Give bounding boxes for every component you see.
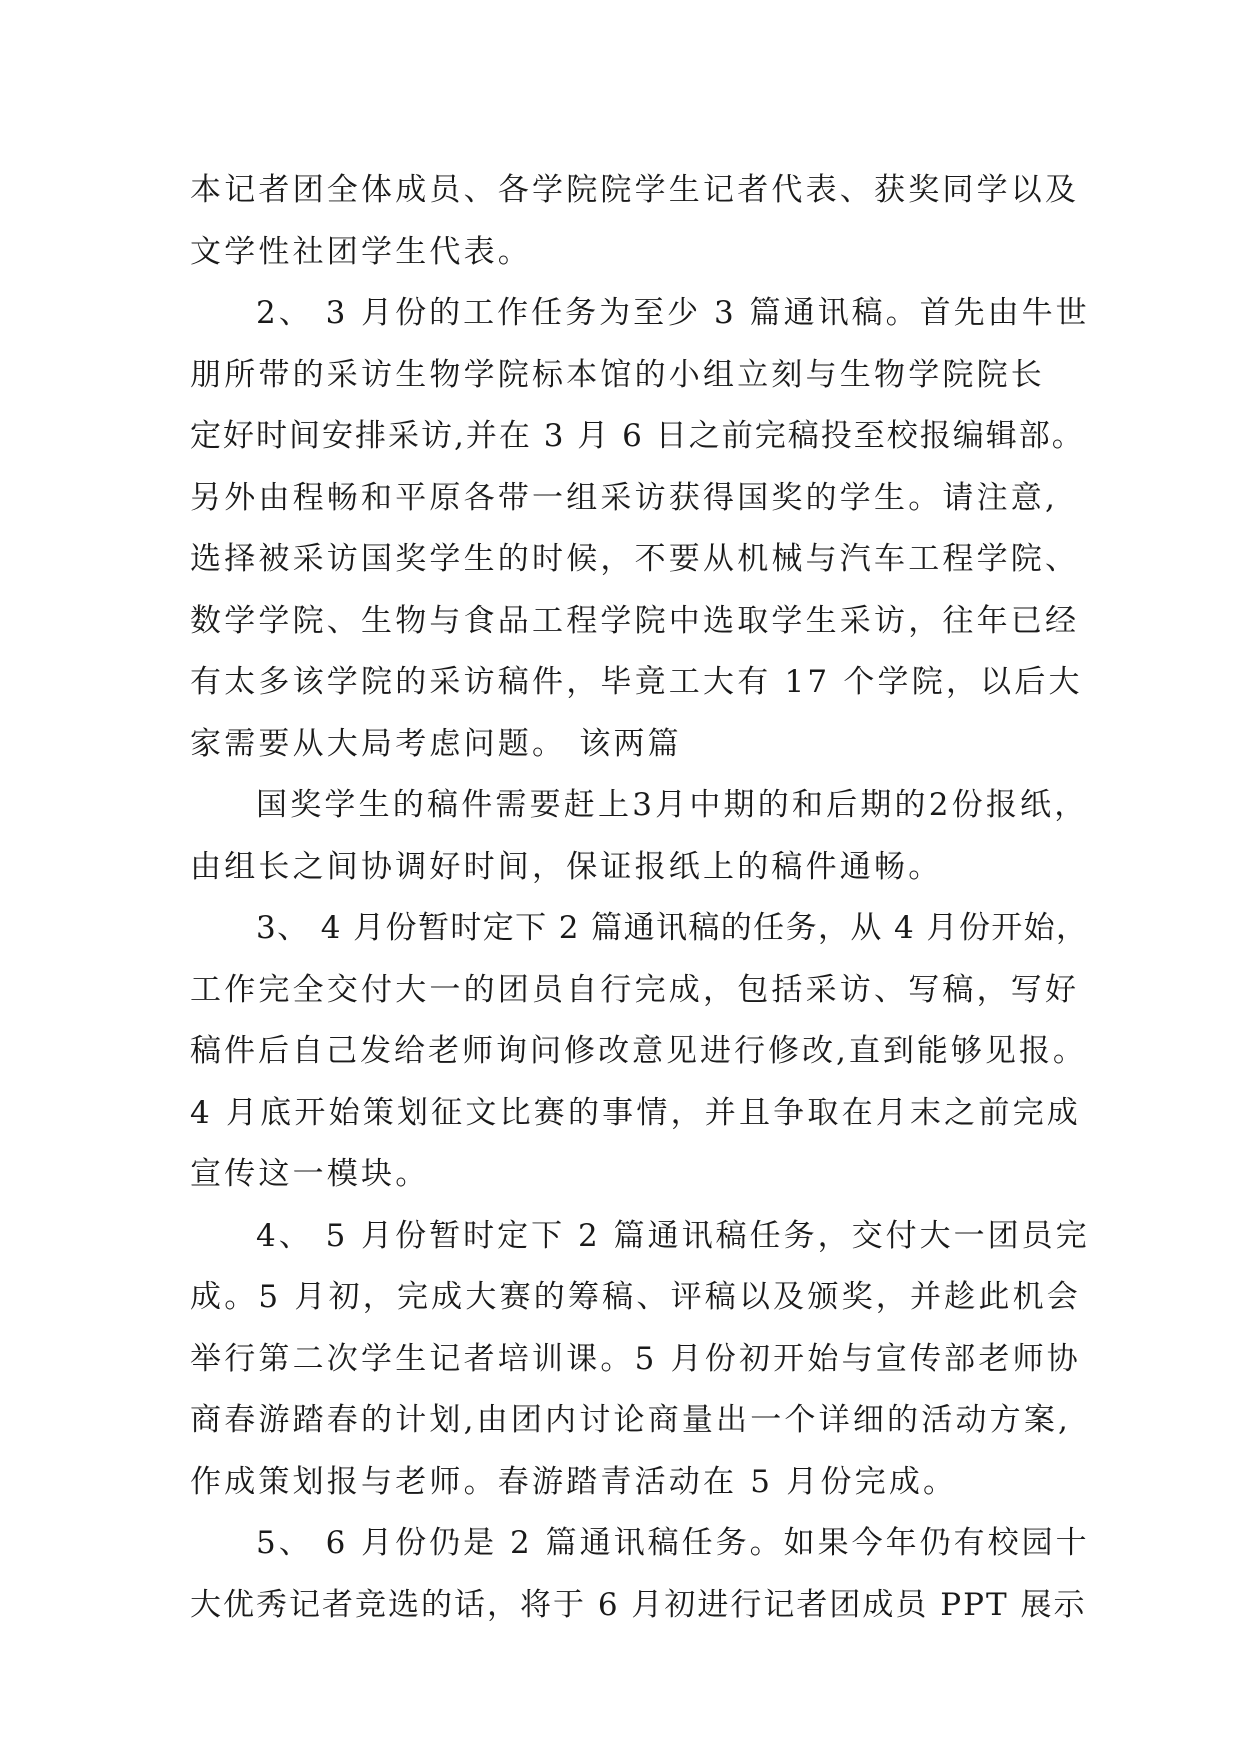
document-body bbox=[190, 160, 1090, 1636]
text-line: 举行第二次学生记者培训课。5 月份初开始与宣传部老师协 bbox=[190, 1340, 1081, 1377]
text-line: 4 月底开始策划征文比赛的事情，并且争取在月末之前完成 bbox=[190, 1094, 1081, 1131]
text-line: 定好时间安排采访,并在 3 月 6 日之前完稿投至校报编辑部。 bbox=[190, 418, 1085, 454]
text-line: 朋所带的采访生物学院标本馆的小组立刻与生物学院院长 bbox=[190, 356, 1045, 393]
text-line: 由组长之间协调好时间，保证报纸上的稿件通畅。 bbox=[190, 848, 943, 885]
text-line: 3、 4 月份暂时定下 2 篇通讯稿的任务，从 4 月份开始， bbox=[256, 910, 1089, 946]
text-line: 稿件后自己发给老师询问修改意见进行修改,直到能够见报。 bbox=[190, 1033, 1087, 1069]
text-line: 4、 5 月份暂时定下 2 篇通讯稿任务，交付大一团员完 bbox=[256, 1217, 1090, 1254]
text-line: 5、 6 月份仍是 2 篇通讯稿任务。如果今年仍有校园十 bbox=[256, 1525, 1090, 1561]
text-line: 本记者团全体成员、各学院院学生记者代表、获奖同学以及 bbox=[190, 172, 1080, 208]
text-line: 国奖学生的稿件需要赶上3月中期的和后期的2份报纸， bbox=[256, 787, 1089, 823]
text-line: 文学性社团学生代表。 bbox=[190, 233, 532, 270]
text-line: 家需要从大局考虑问题。 该两篇 bbox=[190, 725, 682, 762]
text-line: 工作完全交付大一的团员自行完成，包括采访、写稿，写好 bbox=[190, 971, 1080, 1008]
text-line: 数学学院、生物与食品工程学院中选取学生采访，往年已经 bbox=[190, 602, 1080, 639]
text-line: 商春游踏春的计划,由团内讨论商量出一个详细的活动方案, bbox=[190, 1402, 1072, 1438]
text-line: 作成策划报与老师。春游踏青活动在 5 月份完成。 bbox=[190, 1463, 958, 1500]
text-line: 2、 3 月份的工作任务为至少 3 篇通讯稿。首先由牛世 bbox=[256, 295, 1090, 331]
text-line: 大优秀记者竞选的话，将于 6 月初进行记者团成员 PPT 展示 bbox=[190, 1586, 1087, 1623]
text-line: 另外由程畅和平原各带一组采访获得国奖的学生。请注意, bbox=[190, 479, 1059, 516]
text-line: 成。5 月初，完成大赛的筹稿、评稿以及颁奖，并趁此机会 bbox=[190, 1279, 1081, 1315]
text-line: 宣传这一模块。 bbox=[190, 1156, 430, 1192]
text-line: 有太多该学院的采访稿件，毕竟工大有 17 个学院，以后大 bbox=[190, 664, 1083, 700]
text-line: 选择被采访国奖学生的时候，不要从机械与汽车工程学院、 bbox=[190, 541, 1080, 577]
